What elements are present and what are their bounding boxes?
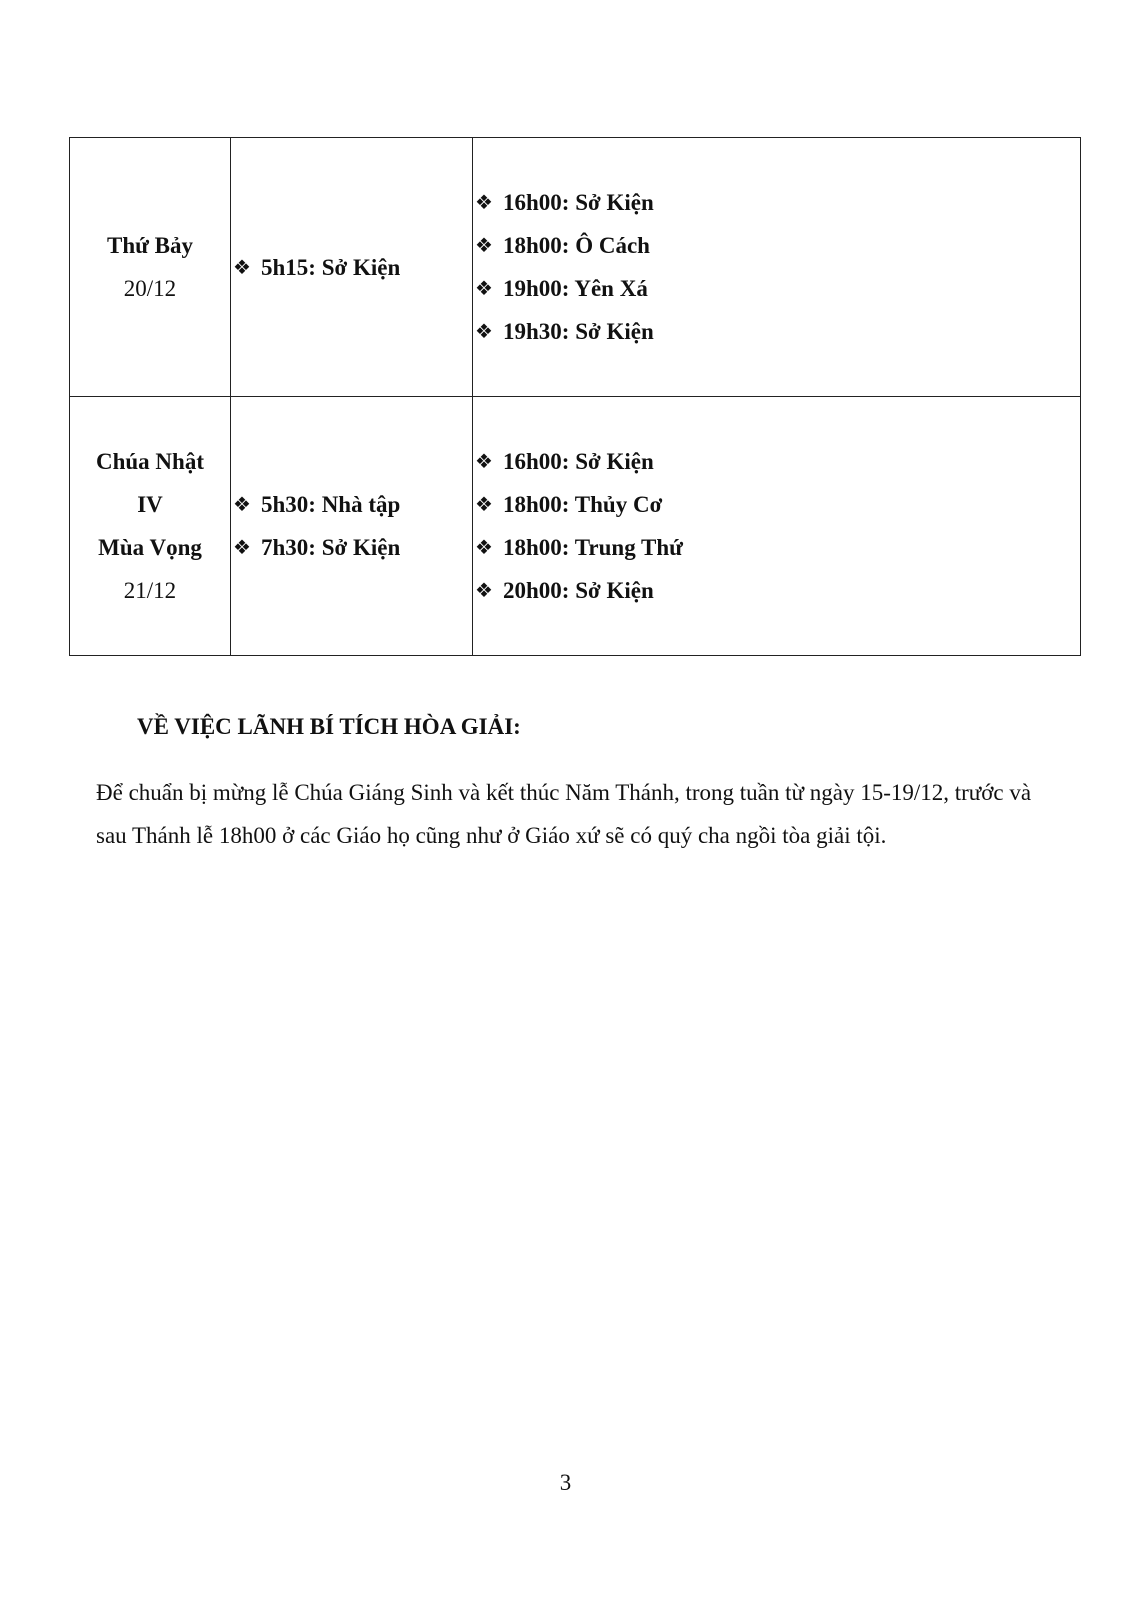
- diamond-four-bullet-icon: ❖: [475, 578, 493, 602]
- diamond-four-bullet-icon: ❖: [475, 233, 493, 257]
- mass-time-item: [473, 526, 1080, 569]
- schedule-row: [70, 397, 1081, 656]
- morning-mass-list: [231, 483, 472, 569]
- day-date: 20/12: [123, 276, 177, 301]
- diamond-four-bullet-icon: ❖: [475, 492, 493, 516]
- mass-time-item: [473, 224, 1080, 267]
- mass-time-item: [473, 310, 1080, 353]
- day-name: Thứ Bảy: [106, 233, 194, 258]
- mass-time-item: [473, 181, 1080, 224]
- day-date: 21/12: [123, 578, 177, 603]
- evening-mass-list: [473, 440, 1080, 612]
- schedule-row: [70, 138, 1081, 397]
- evening-mass-list: [473, 181, 1080, 353]
- mass-schedule-body: [70, 138, 1081, 656]
- mass-time-item: [473, 569, 1080, 612]
- morning-masses-cell: [231, 138, 473, 397]
- diamond-four-bullet-icon: ❖: [233, 535, 251, 559]
- morning-mass-list: [231, 246, 472, 289]
- mass-time-item: [231, 483, 472, 526]
- mass-time-text: 18h00: Ô Cách: [503, 233, 650, 258]
- diamond-four-bullet-icon: ❖: [475, 190, 493, 214]
- section-heading: VỀ VIỆC LÃNH BÍ TÍCH HÒA GIẢI:: [137, 714, 521, 739]
- mass-time-text: 19h00: Yên Xá: [503, 276, 648, 301]
- mass-time-text: 5h15: Sở Kiện: [261, 254, 401, 280]
- day-cell: [70, 397, 231, 656]
- mass-time-item: [473, 440, 1080, 483]
- mass-time-item: [473, 267, 1080, 310]
- mass-time-item: [231, 246, 472, 289]
- diamond-four-bullet-icon: ❖: [233, 254, 251, 279]
- mass-schedule-table: [69, 137, 1081, 656]
- mass-time-text: 16h00: Sở Kiện: [503, 449, 654, 474]
- mass-time-text: 20h00: Sở Kiện: [503, 578, 654, 603]
- day-name: IV: [137, 492, 163, 517]
- morning-masses-cell: [231, 397, 473, 656]
- day-name: Chúa Nhật: [95, 449, 204, 474]
- mass-time-text: 18h00: Trung Thứ: [503, 535, 683, 560]
- diamond-four-bullet-icon: ❖: [475, 276, 493, 300]
- diamond-four-bullet-icon: ❖: [475, 319, 493, 343]
- mass-time-text: 7h30: Sở Kiện: [261, 535, 401, 560]
- diamond-four-bullet-icon: ❖: [475, 535, 493, 559]
- page-number: 3: [559, 1470, 572, 1495]
- diamond-four-bullet-icon: ❖: [475, 449, 493, 473]
- diamond-four-bullet-icon: ❖: [233, 492, 251, 516]
- mass-time-item: [473, 483, 1080, 526]
- evening-masses-cell: [473, 397, 1081, 656]
- mass-time-text: 5h30: Nhà tập: [261, 492, 401, 517]
- evening-masses-cell: [473, 138, 1081, 397]
- mass-time-item: [231, 526, 472, 569]
- mass-time-text: 16h00: Sở Kiện: [503, 190, 654, 215]
- mass-time-text: 19h30: Sở Kiện: [503, 319, 654, 344]
- mass-time-text: 18h00: Thủy Cơ: [503, 492, 663, 517]
- day-cell: [70, 138, 231, 397]
- reconciliation-paragraph: Để chuẩn bị mừng lễ Chúa Giáng Sinh và kết thúc Năm Thánh, trong tuần từ ngày 15-19/12, trước và sau Thánh lễ 18h00 ở các Giáo họ cũng như ở Giáo xứ sẽ có quý cha ngồi tòa giải tội.: [96, 780, 1032, 848]
- day-name: Mùa Vọng: [98, 535, 202, 560]
